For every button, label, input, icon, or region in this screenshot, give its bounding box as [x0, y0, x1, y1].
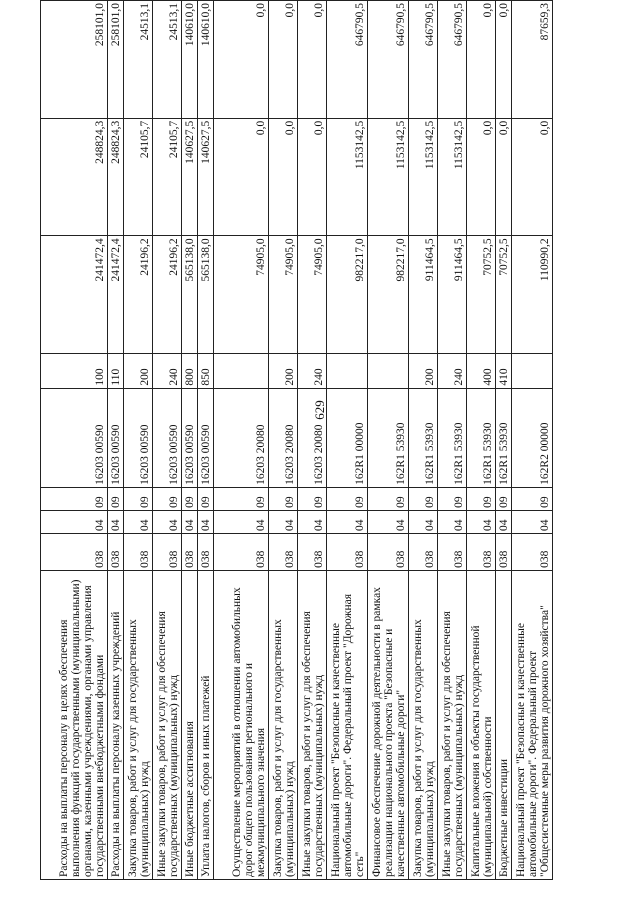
- cell-amount-year2: 1153142,5: [438, 118, 467, 236]
- cell-amount-year2: 248824,3: [108, 118, 124, 236]
- cell-amount-year2: 140627,5: [182, 118, 198, 236]
- cell-subsection: 09: [327, 487, 368, 510]
- table-row: [198, 1, 214, 880]
- cell-name: Иные закупки товаров, работ и услуг для обеспечения государственных (муниципальных) нужд: [153, 570, 182, 879]
- cell-target-article: 162R1 53930: [409, 388, 438, 487]
- cell-section: 04: [214, 510, 269, 533]
- cell-name: Национальный проект "Безопасные и качественные автомобильные дороги". Федеральный проект "Общесистемные меры развития дорожного хозяйства": [512, 570, 553, 879]
- cell-admin-code: 038: [269, 533, 298, 570]
- cell-admin-code: 038: [214, 533, 269, 570]
- cell-amount-year2: 1153142,5: [327, 118, 368, 236]
- cell-amount-year1: 74905,0: [298, 236, 327, 354]
- cell-target-article: 162R1 53930: [467, 388, 496, 487]
- cell-amount-year1: 70752,5: [467, 236, 496, 354]
- cell-amount-year3: 24513,1: [124, 1, 153, 119]
- cell-amount-year2: 1153142,5: [409, 118, 438, 236]
- cell-name: Иные закупки товаров, работ и услуг для обеспечения государственных (муниципальных) нужд: [438, 570, 467, 879]
- cell-amount-year2: 24105,7: [124, 118, 153, 236]
- cell-section: 04: [496, 510, 512, 533]
- table-row: [124, 1, 153, 880]
- cell-subsection: 09: [298, 487, 327, 510]
- cell-admin-code: 038: [182, 533, 198, 570]
- cell-amount-year1: 911464,5: [438, 236, 467, 354]
- cell-amount-year3: 140610,0: [182, 1, 198, 119]
- cell-target-article: 16203 20080: [298, 388, 327, 487]
- cell-target-article: 162R1 53930: [368, 388, 409, 487]
- cell-section: 04: [438, 510, 467, 533]
- cell-amount-year3: 0,0: [496, 1, 512, 119]
- table-row: [467, 1, 496, 880]
- cell-amount-year3: 24513,1: [153, 1, 182, 119]
- cell-name: Иные бюджетные ассигнования: [182, 570, 198, 879]
- cell-subsection: 09: [368, 487, 409, 510]
- cell-amount-year3: 258101,0: [41, 1, 108, 119]
- cell-expense-type: 240: [153, 354, 182, 389]
- cell-admin-code: 038: [496, 533, 512, 570]
- cell-subsection: 09: [214, 487, 269, 510]
- table-row: [409, 1, 438, 880]
- cell-amount-year2: 0,0: [512, 118, 553, 236]
- cell-target-article: 162R2 00000: [512, 388, 553, 487]
- cell-expense-type: [368, 354, 409, 389]
- cell-target-article: 16203 00590: [41, 388, 108, 487]
- cell-amount-year3: 0,0: [214, 1, 269, 119]
- cell-section: 04: [298, 510, 327, 533]
- cell-name: Закупка товаров, работ и услуг для государственных (муниципальных) нужд: [269, 570, 298, 879]
- budget-table: [40, 0, 553, 880]
- cell-subsection: 09: [467, 487, 496, 510]
- cell-expense-type: 200: [269, 354, 298, 389]
- cell-target-article: 162R1 53930: [496, 388, 512, 487]
- cell-admin-code: 038: [41, 533, 108, 570]
- page-number: 629: [312, 400, 327, 420]
- cell-section: 04: [153, 510, 182, 533]
- cell-amount-year2: 24105,7: [153, 118, 182, 236]
- cell-target-article: 16203 20080: [269, 388, 298, 487]
- cell-target-article: 162R1 00000: [327, 388, 368, 487]
- cell-amount-year1: 24196,2: [124, 236, 153, 354]
- cell-amount-year3: 0,0: [467, 1, 496, 119]
- cell-amount-year1: 982217,0: [327, 236, 368, 354]
- cell-amount-year1: 24196,2: [153, 236, 182, 354]
- cell-amount-year2: 1153142,5: [368, 118, 409, 236]
- cell-name: Национальный проект "Безопасные и качественные автомобильные дороги". Федеральный проект "Дорожная сеть": [327, 570, 368, 879]
- cell-amount-year3: 0,0: [298, 1, 327, 119]
- cell-amount-year3: 140610,0: [198, 1, 214, 119]
- cell-section: 04: [108, 510, 124, 533]
- cell-expense-type: [327, 354, 368, 389]
- table-row: [214, 1, 269, 880]
- cell-expense-type: 800: [182, 354, 198, 389]
- cell-name: Закупка товаров, работ и услуг для государственных (муниципальных) нужд: [409, 570, 438, 879]
- cell-amount-year2: 0,0: [467, 118, 496, 236]
- cell-subsection: 09: [198, 487, 214, 510]
- cell-expense-type: 240: [438, 354, 467, 389]
- cell-admin-code: 038: [368, 533, 409, 570]
- cell-name: Бюджетные инвестиции: [496, 570, 512, 879]
- cell-admin-code: 038: [512, 533, 553, 570]
- cell-subsection: 09: [108, 487, 124, 510]
- table-row: [327, 1, 368, 880]
- cell-target-article: 16203 00590: [108, 388, 124, 487]
- cell-expense-type: 400: [467, 354, 496, 389]
- cell-section: 04: [269, 510, 298, 533]
- cell-amount-year1: 70752,5: [496, 236, 512, 354]
- cell-name: Расходы на выплаты персоналу в целях обеспечения выполнения функций государственными (муниципальными) органами, казенными учреждениями, органами управления государственными внебюджетными фондами: [41, 570, 108, 879]
- cell-name: Осуществление мероприятий в отношении автомобильных дорог общего пользования регионального и межмуниципального значения: [214, 570, 269, 879]
- cell-amount-year3: 646790,5: [368, 1, 409, 119]
- cell-subsection: 09: [153, 487, 182, 510]
- cell-amount-year2: 0,0: [496, 118, 512, 236]
- cell-name: Закупка товаров, работ и услуг для государственных (муниципальных) нужд: [124, 570, 153, 879]
- cell-name: Капитальные вложения в объекты государственной (муниципальной) собственности: [467, 570, 496, 879]
- cell-section: 04: [198, 510, 214, 533]
- cell-section: 04: [512, 510, 553, 533]
- cell-admin-code: 038: [409, 533, 438, 570]
- cell-expense-type: [512, 354, 553, 389]
- cell-subsection: 09: [438, 487, 467, 510]
- cell-name: Уплата налогов, сборов и иных платежей: [198, 570, 214, 879]
- table-body: [41, 1, 553, 880]
- cell-section: 04: [467, 510, 496, 533]
- cell-amount-year1: 74905,0: [214, 236, 269, 354]
- cell-target-article: 16203 00590: [182, 388, 198, 487]
- cell-subsection: 09: [41, 487, 108, 510]
- cell-amount-year2: 0,0: [214, 118, 269, 236]
- cell-section: 04: [327, 510, 368, 533]
- cell-expense-type: 200: [409, 354, 438, 389]
- cell-section: 04: [368, 510, 409, 533]
- table-row: [153, 1, 182, 880]
- cell-subsection: 09: [124, 487, 153, 510]
- cell-expense-type: [214, 354, 269, 389]
- table-row: [182, 1, 198, 880]
- cell-amount-year2: 140627,5: [198, 118, 214, 236]
- cell-section: 04: [182, 510, 198, 533]
- budget-table-sheet: [40, 0, 616, 880]
- cell-amount-year1: 565138,0: [182, 236, 198, 354]
- cell-amount-year1: 241472,4: [41, 236, 108, 354]
- cell-expense-type: 100: [41, 354, 108, 389]
- table-row: [269, 1, 298, 880]
- cell-admin-code: 038: [298, 533, 327, 570]
- table-row: [512, 1, 553, 880]
- cell-name: Расходы на выплаты персоналу казенных учреждений: [108, 570, 124, 879]
- cell-amount-year1: 982217,0: [368, 236, 409, 354]
- cell-amount-year1: 241472,4: [108, 236, 124, 354]
- cell-amount-year1: 74905,0: [269, 236, 298, 354]
- cell-amount-year3: 646790,5: [409, 1, 438, 119]
- table-row: [41, 1, 108, 880]
- cell-admin-code: 038: [327, 533, 368, 570]
- cell-amount-year1: 565138,0: [198, 236, 214, 354]
- cell-target-article: 16203 00590: [153, 388, 182, 487]
- cell-amount-year3: 258101,0: [108, 1, 124, 119]
- table-row: [438, 1, 467, 880]
- cell-section: 04: [409, 510, 438, 533]
- cell-subsection: 09: [269, 487, 298, 510]
- cell-expense-type: 240: [298, 354, 327, 389]
- cell-amount-year2: 0,0: [269, 118, 298, 236]
- cell-subsection: 09: [182, 487, 198, 510]
- cell-admin-code: 038: [438, 533, 467, 570]
- cell-subsection: 09: [512, 487, 553, 510]
- cell-expense-type: 410: [496, 354, 512, 389]
- cell-name: Иные закупки товаров, работ и услуг для обеспечения государственных (муниципальных) нужд: [298, 570, 327, 879]
- cell-expense-type: 110: [108, 354, 124, 389]
- table-row: [108, 1, 124, 880]
- cell-subsection: 09: [496, 487, 512, 510]
- cell-amount-year1: 110990,2: [512, 236, 553, 354]
- cell-admin-code: 038: [153, 533, 182, 570]
- cell-subsection: 09: [409, 487, 438, 510]
- cell-amount-year3: 0,0: [269, 1, 298, 119]
- cell-amount-year3: 646790,5: [327, 1, 368, 119]
- cell-amount-year1: 911464,5: [409, 236, 438, 354]
- cell-admin-code: 038: [467, 533, 496, 570]
- cell-expense-type: 200: [124, 354, 153, 389]
- table-row: [368, 1, 409, 880]
- cell-admin-code: 038: [124, 533, 153, 570]
- cell-target-article: 16203 00590: [198, 388, 214, 487]
- cell-amount-year3: 646790,5: [438, 1, 467, 119]
- cell-target-article: 162R1 53930: [438, 388, 467, 487]
- cell-amount-year2: 0,0: [298, 118, 327, 236]
- cell-section: 04: [124, 510, 153, 533]
- cell-target-article: 16203 00590: [124, 388, 153, 487]
- table-row: [496, 1, 512, 880]
- cell-admin-code: 038: [108, 533, 124, 570]
- cell-amount-year3: 87659,3: [512, 1, 553, 119]
- cell-amount-year2: 248824,3: [41, 118, 108, 236]
- cell-expense-type: 850: [198, 354, 214, 389]
- cell-name: Финансовое обеспечение дорожной деятельности в рамках реализации национального проекта "Безопасные и качественные автомобильные дороги": [368, 570, 409, 879]
- cell-section: 04: [41, 510, 108, 533]
- rotated-table-container: [40, 0, 551, 880]
- table-row: [298, 1, 327, 880]
- cell-target-article: 16203 20080: [214, 388, 269, 487]
- cell-admin-code: 038: [198, 533, 214, 570]
